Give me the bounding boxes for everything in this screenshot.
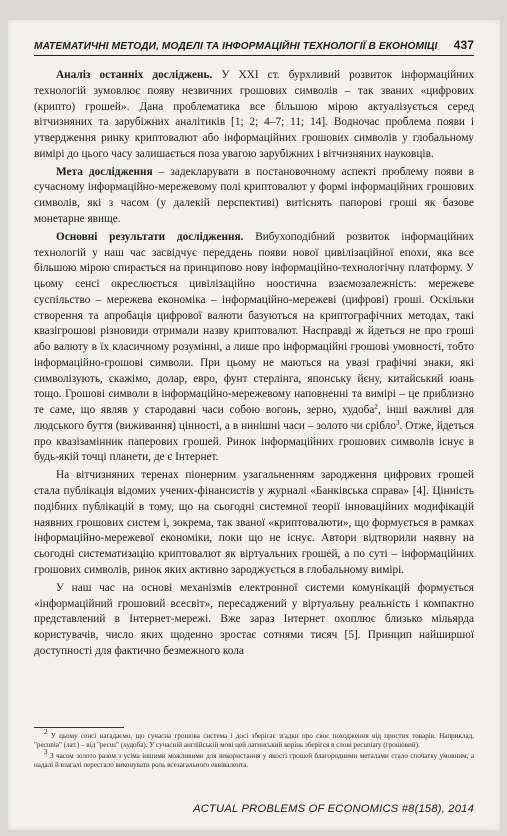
paragraph-research-goal <box>34 165 474 228</box>
paragraph-literature-review <box>34 68 474 163</box>
paragraph-lead: Основні результати дослідження. <box>56 230 244 243</box>
footnotes <box>34 728 474 772</box>
footnote-ref-2: 2 <box>374 403 378 412</box>
paragraph-domestic-research: На вітчизняних теренах піонерним узагальненням зародження цифрових грошей стала публікація відомих учених-фінансистів у журналі «Банківська справа» [4]. Цінність подібних публікацій в тому, що на сьогодні системної теорії інноваційних модифікацій наявних грошових систем і, зокрема, так званої «криптовалюти», що формується в рамках інформаційно-мережевої економіки, поки що не існує. Автори відтворили наявну на сьогодні систематизацію криптовалют як віртуальних грошей, а по суті – інформаційних грошових символів, ринок яких активно зароджується в глобальному вимірі. <box>34 469 474 576</box>
paragraph-text: У XXI ст. бурхливий розвиток інформаційних технологій зумовлює появу незвичних грошових символів – так званих «цифрових (крипто) грошей». Дана проблематика все більшою мірою актуалізується серед вітчизняних та зарубіжних аналітиків [1; 2; 4–7; 11; 14]. Водночас проблема появи і утвердження ринку криптовалют або інформаційних грошових символів у глобальному вимірі до цього часу залишається поза увагою зарубіжних і вітчизняних науковців. <box>34 69 474 160</box>
page-number: 437 <box>453 38 474 52</box>
footnote-2 <box>34 728 474 751</box>
article-body <box>34 68 474 662</box>
running-header <box>34 38 474 56</box>
footnote-3 <box>34 747 474 771</box>
footnote-text: У цьому сенсі нагадаємо, що сучасна грошова система і досі зберігає згадки про своє походження від простих товарів. Наприклад, "pecunia" (лат.) – від "pecus" (худоба). У сучасній англійській мові цей латинський корінь зберігся в слові pecuniary (грошовий). <box>34 732 474 750</box>
journal-footer: ACTUAL PROBLEMS OF ECONOMICS #8(158), 2014 <box>193 803 474 815</box>
footnote-mark: 2 <box>44 728 48 736</box>
paragraph-main-results <box>34 230 474 466</box>
journal-page <box>8 20 500 830</box>
paragraph-text: Вибухоподібний розвиток інформаційних технологій у наш час засвідчує переддень появи нової цивілізаційної епохи, яка все більшою мірою спирається на принципово нову інформаційно-технологічну платформу. У цьому сенсі окреслюється цивілізаційно ноостична взаємозалежність: мережеве суспільство – мережева економіка – інформаційно-мережеві (цифрові) гроші. Оскільки створення та апробація цифрової валюти базуються на криптографічних методах, такі квазігрошові різновиди отримали назву криптовалют. Насправді ж йдеться не про гроші або валюту в їх класичному розумінні, а лише про інформаційні грошові умовності, тобто інформаційно-грошові символи. При цьому не маються на увазі графічні знаки, які символізують, скажімо, долар, евро, фунт стерлінга, японську йєну, китайський юань тощо. Грошові символи в інформаційно-мережевому наповненні та вимірі – це приблизно те саме, що являв у стародавні часи собою вогонь, зерно, худоба <box>34 230 474 417</box>
section-title: МАТЕМАТИЧНІ МЕТОДИ, МОДЕЛІ ТА ІНФОРМАЦІЙНІ ТЕХНОЛОГІЇ В ЕКОНОМІЦІ <box>34 41 438 52</box>
paragraph-lead: Мета дослідження <box>56 165 153 178</box>
footnote-ref-3: 3 <box>396 418 400 427</box>
paragraph-information-universe: У наш час на основі механізмів електронної системи комунікацій формується «інформаційний грошовий всесвіт», пересаджений у віртуальну реальність і компактно представлений в Інтернет-мережі. Вже зараз Інтернет охоплює близько мільярда користувачів, число яких щоденно зростає сотнями тисяч [5]. Принцип найширшої доступності для фактично безмежного кола <box>34 581 474 657</box>
footnote-mark: 3 <box>44 747 48 756</box>
footnote-text: З часом золото разом з усіма іншими можливими для використання у якості грошей благородними металами стало спочатку умовним, а надалі й взагалі перестало виконувати роль всезагального еквівалента. <box>34 751 474 770</box>
paragraph-text: , інші важливі для людського буття (виживання) цінності, а в нинішні часи – золото чи срібло <box>34 404 474 432</box>
paragraph-text: – задекларувати в постановочному аспекті проблему появи в сучасному інформаційно-мережевому полі криптовалют у формі інформаційних грошових символів, які з часом (у далекій перспективі) витіснять папорові гроші як базове монетарне явище. <box>34 165 474 225</box>
paragraph-lead: Аналіз останніх досліджень. <box>56 69 213 81</box>
paragraph-text: . Отже, йдеться про квазізамінник паперових грошей. Ринок інформаційних грошових символів існує в будь-якій точці планети, де є Інтернет. <box>34 419 474 464</box>
